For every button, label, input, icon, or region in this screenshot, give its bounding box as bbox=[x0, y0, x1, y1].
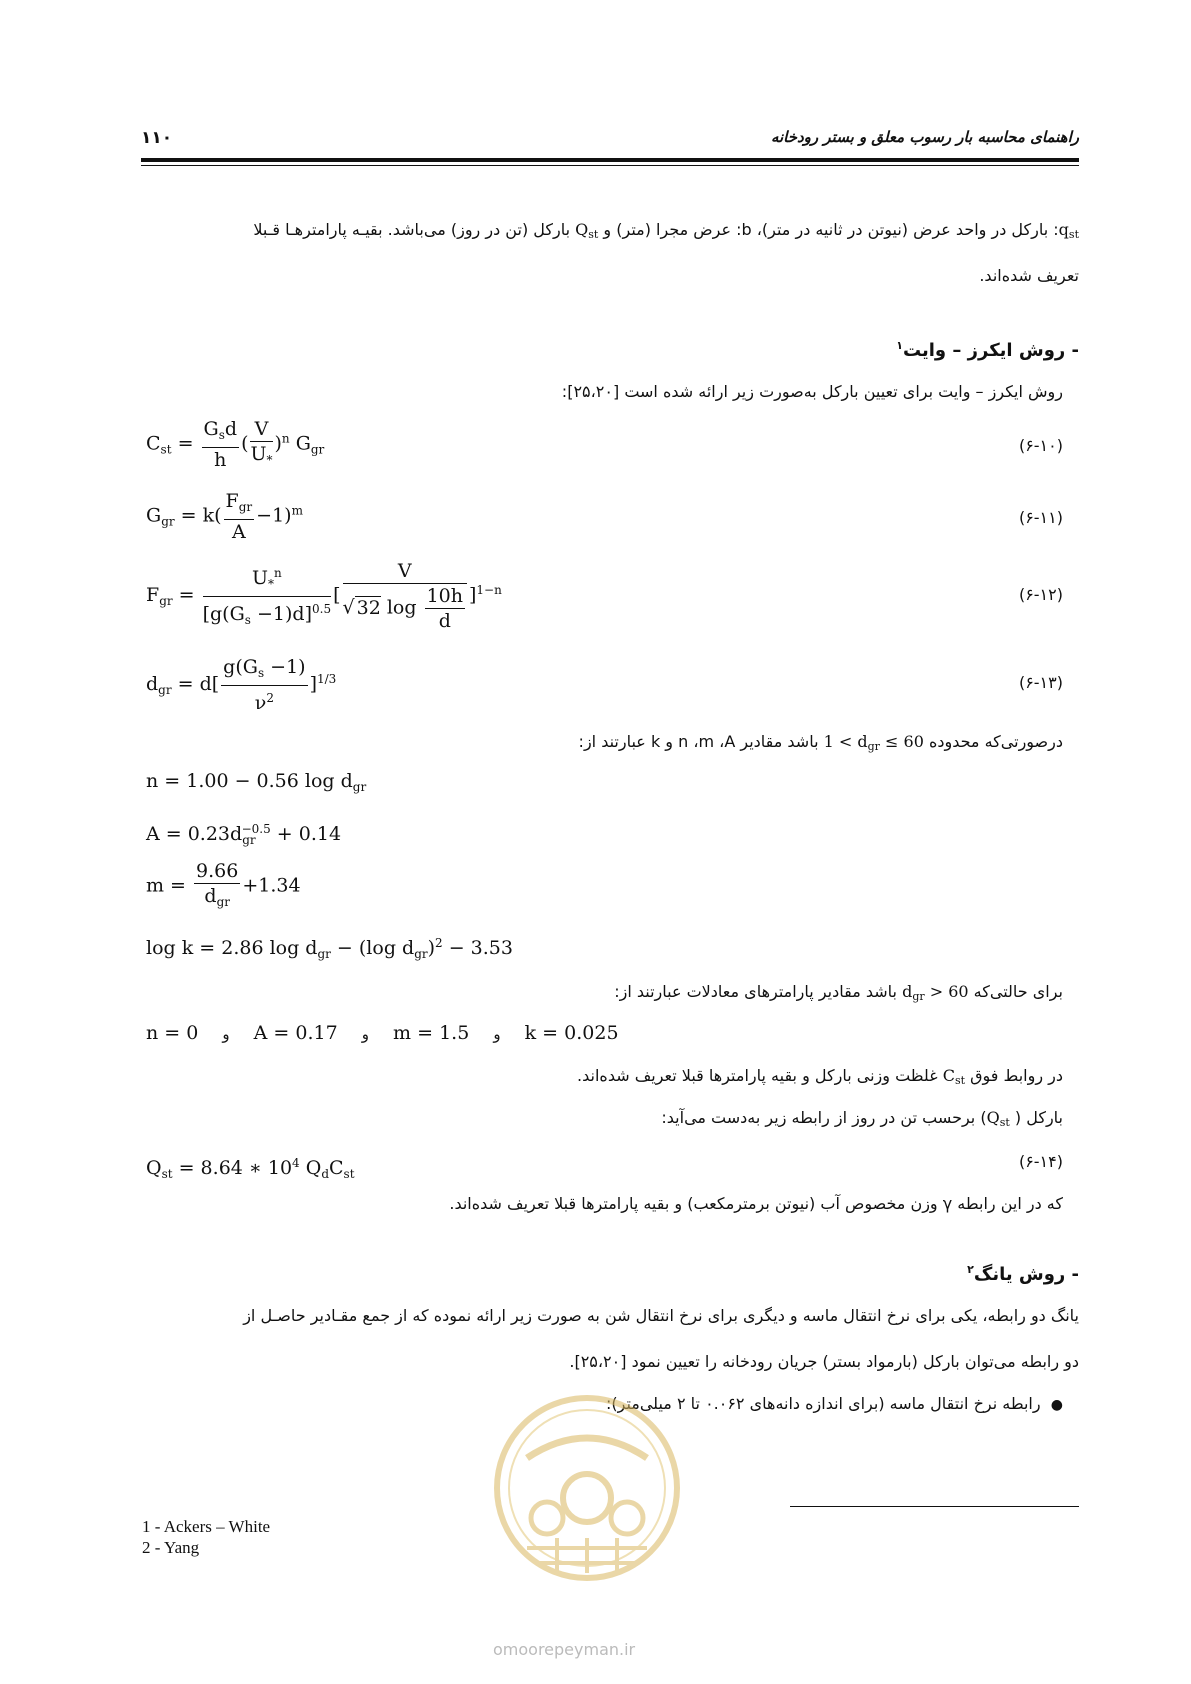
section-heading-ackers-white: - روش ایکرز – وایت$^۱$ bbox=[896, 339, 1079, 361]
equation-cst: $C_{st}$ = $\frac{G_sd}{h}$ ( $\frac{V}{U_*}$ )$^n$ $G_{gr}$ bbox=[146, 418, 325, 471]
equation-ggr: $G_{gr} = k$( $\frac{F_{gr}}{A}$ −1)$^m$ bbox=[146, 490, 303, 543]
header-rule-thick bbox=[141, 158, 1079, 162]
equation-number-10: (۶-۱۰) bbox=[1018, 436, 1063, 455]
equation-number-11: (۶-۱۱) bbox=[1018, 508, 1063, 527]
formula-m: m = $\frac{9.66}{d_{gr}}$ +1.34 bbox=[146, 860, 301, 909]
equation-number-12: (۶-۱۲) bbox=[1018, 585, 1063, 604]
section-heading-yang: - روش یانگ$^۲$ bbox=[967, 1263, 1079, 1285]
footnote-ref-1: ۱ bbox=[896, 339, 903, 352]
running-title: راهنمای محاسبه بار رسوب معلق و بستر رودخانه bbox=[770, 128, 1079, 146]
bullet-sand-transport: ● رابطه نرخ انتقال ماسه (برای اندازه دانه‌های ۰.۰۶۲ تا ۲ میلی‌متر): bbox=[605, 1394, 1063, 1413]
footnote-separator bbox=[790, 1506, 1079, 1507]
footnotes bbox=[142, 1516, 270, 1558]
range1-text: درصورتی‌که محدوده $1 < d_{gr} \le 60$ باشد مقادیر n ،m ،A و k عبارتند از: bbox=[578, 732, 1063, 753]
yang-para-line-2: دو رابطه می‌توان بارکل (بارمواد بستر) جریان رودخانه را تعیین نمود [۲۵،۲۰]. bbox=[569, 1352, 1079, 1371]
watermark-logo bbox=[487, 1378, 687, 1618]
formula-log-k: log k = 2.86 $\log d_{gr} - (\log$ $d_{gr})^2 - 3.53$ bbox=[146, 936, 513, 961]
watermark-site: omoorepeyman.ir bbox=[493, 1640, 636, 1659]
equation-number-13: (۶-۱۳) bbox=[1018, 673, 1063, 692]
intro-line-2: تعریف شده‌اند. bbox=[979, 266, 1079, 285]
footnote-ref-2: ۲ bbox=[967, 1263, 974, 1276]
formulas-dgr-over-60: n = 0 و A = 0.17 و m = 1.5 و k = 0.025 bbox=[146, 1022, 619, 1044]
equation-qst: $Q_{st} = 8.64$ ∗ $10^4$ $Q_dC_{st}$ bbox=[146, 1156, 355, 1181]
bullet-icon: ● bbox=[1050, 1397, 1063, 1413]
intro-line-1: $q_{st}$: بارکل در واحد عرض (نیوتن در ثانیه در متر)، b: عرض مجرا (متر) و $Q_{st}$ بارکل (تن در روز) می‌باشد. بقیـه پارامترهـا قـبلا bbox=[253, 220, 1079, 241]
equation-fgr: $F_{gr}$ = $\frac{U_*^n}{[g(G_s -1)d]^{0.5}}$ [ V √ 32 log $\frac{10h}{d}$ ]$^{1-n}$ bbox=[146, 560, 502, 632]
footnote-2: 2 - Yang bbox=[142, 1538, 200, 1557]
note-qst: بارکل ( $Q_{st}$) برحسب تن در روز از رابطه زیر به‌دست می‌آید: bbox=[661, 1108, 1063, 1129]
section1-intro: روش ایکرز – وایت برای تعیین بارکل به‌صورت زیر ارائه شده است [۲۵،۲۰]: bbox=[561, 382, 1063, 401]
note-gamma: که در این رابطه γ وزن مخصوص آب (نیوتن برمترمکعب) و بقیه پارامترها قبلا تعریف شده‌اند. bbox=[449, 1194, 1063, 1213]
page-header bbox=[141, 128, 1079, 168]
note-cst: در روابط فوق $C_{st}$ غلظت وزنی بارکل و بقیه پارامترها قبلا تعریف شده‌اند. bbox=[577, 1066, 1063, 1087]
formula-n: n = 1.00 − 0.56 $\log d_{gr}$ bbox=[146, 770, 367, 794]
page-number: ۱۱۰ bbox=[141, 128, 173, 148]
equation-dgr: $d_{gr} = d$[ $\frac{g(G_s -1)}{\nu^2}$ ]$^{1/3}$ bbox=[146, 656, 337, 714]
range2-text: برای حالتی‌که $d_{gr} > 60$ باشد مقادیر پارامترهای معادلات عبارتند از: bbox=[614, 982, 1063, 1003]
yang-para-line-1: یانگ دو رابطه، یکی برای نرخ انتقال ماسه و دیگری برای نرخ انتقال شن به صورت زیر ارائه نموده که از جمع مقـادیر حاصـل از bbox=[243, 1306, 1079, 1325]
equation-number-14: (۶-۱۴) bbox=[1018, 1152, 1063, 1171]
header-rule-thin bbox=[141, 165, 1079, 166]
formula-a: $A = 0.23d_{gr}^{-0.5} + 0.14$ bbox=[146, 822, 342, 847]
footnote-1: 1 - Ackers – White bbox=[142, 1517, 271, 1536]
